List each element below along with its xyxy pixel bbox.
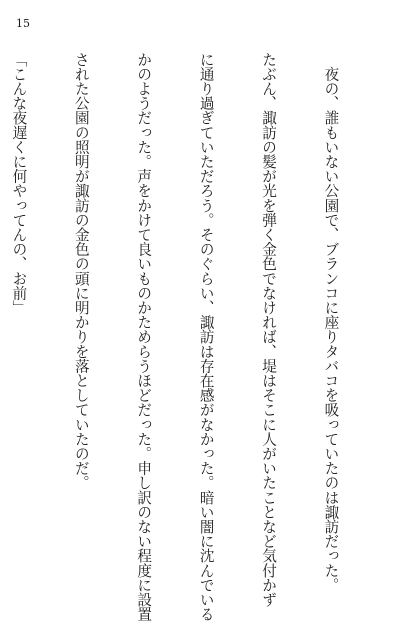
text-line: 「こんな夜遅くに何やってんの、お前」 [10, 52, 28, 315]
page-number: 15 [16, 17, 30, 30]
body-text [0, 52, 382, 621]
text-line: 夜の、誰もいない公園で、ブランコに座りタバコを吸っていたのは諏訪だった。 [322, 52, 340, 593]
text-line: たぶん、諏訪の髪が光を弾く金色でなければ、堤はそこに人がいたことなど気付かず [260, 52, 278, 607]
text-line: された公園の照明が諏訪の金色の頭に明かりを落としていたのだ。 [72, 52, 90, 490]
text-line: に通り過ぎていただろう。そのぐらい、諏訪は存在感がなかった。暗い闇に沈んでいる [197, 52, 215, 621]
text-line: かのようだった。声をかけて良いものかためらうほどだった。申し訳のない程度に設置 [135, 52, 153, 621]
